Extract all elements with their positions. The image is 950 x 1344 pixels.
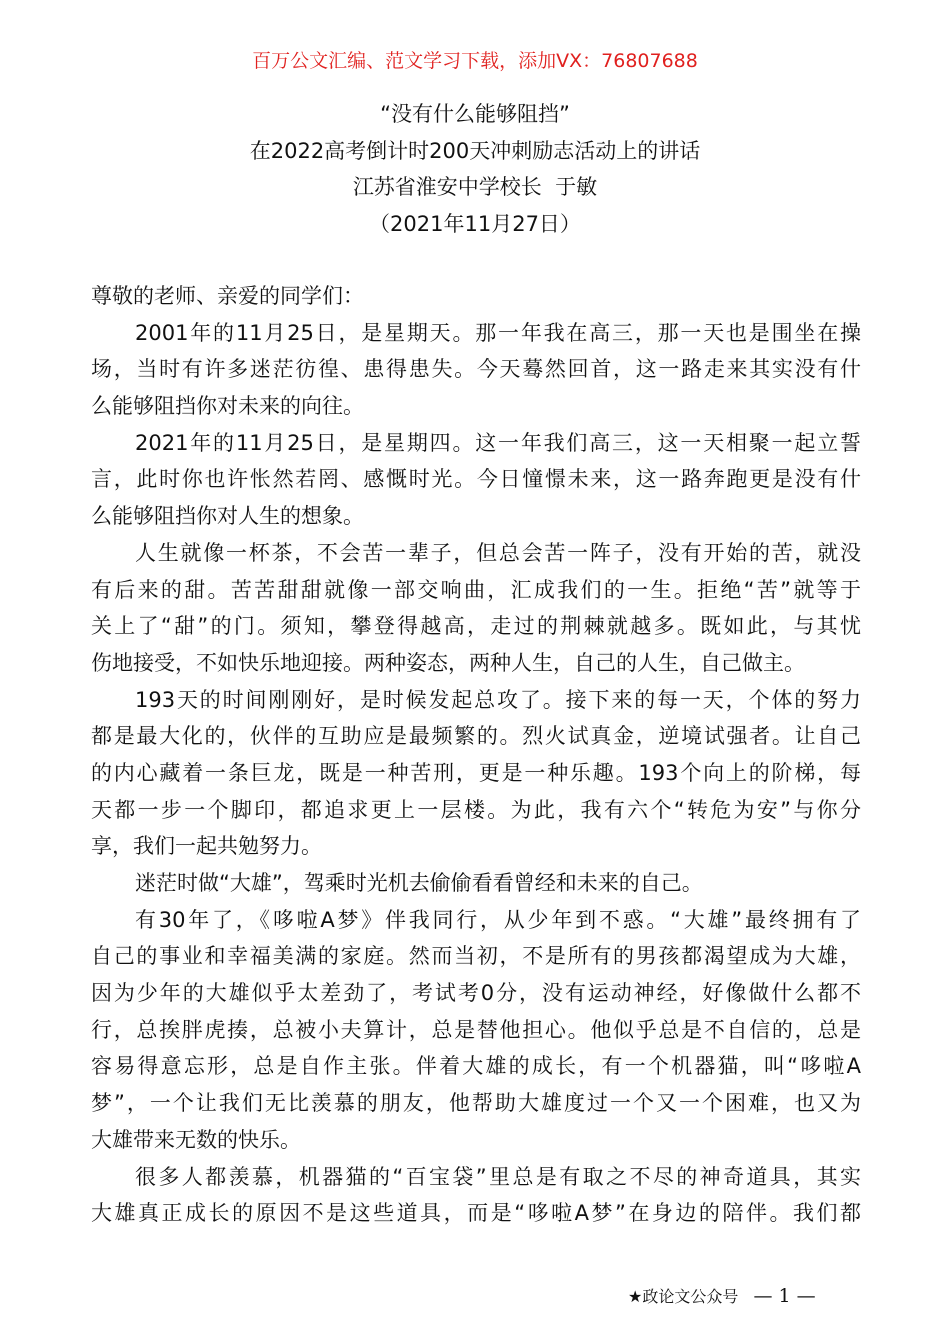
footer-source: ★政论文公众号 xyxy=(628,1287,739,1306)
speech-author: 江苏省淮安中学校长 于敏 xyxy=(352,175,598,199)
text-line: 的内心藏着一条巨龙，既是一种苦刑，更是一种乐趣。193个向上的阶梯，每 xyxy=(91,760,861,785)
text-line: 尊敬的老师、亲爱的同学们： xyxy=(91,284,364,308)
text-line: 很多人都羡慕，机器猫的“百宝袋”里总是有取之不尽的神奇道具，其实 xyxy=(135,1164,861,1189)
speech-subtitle: 在2022高考倒计时200天冲刺励志活动上的讲话 xyxy=(249,138,701,163)
text-line: 伤地接受，不如快乐地迎接。两种姿态，两种人生，自己的人生，自己做主。 xyxy=(91,650,805,675)
text-line: 都是最大化的，伙伴的互助应是最频繁的。烈火试真金，逆境试强者。让自己 xyxy=(91,724,861,749)
text-line: 自己的事业和幸福美满的家庭。然而当初，不是所有的男孩都渴望成为大雄， xyxy=(91,944,861,969)
text-line: 2021年的11月25日，是星期四。这一年我们高三，这一天相聚一起立誓 xyxy=(135,430,861,455)
text-line: 容易得意忘形，总是自作主张。伴着大雄的成长，有一个机器猫，叫“哆啦A xyxy=(91,1054,861,1079)
text-line: 梦”，一个让我们无比羡慕的朋友，他帮助大雄度过一个又一个困难，也又为 xyxy=(91,1091,861,1116)
text-line: 么能够阻挡你对未来的向往。 xyxy=(91,394,364,419)
text-line: 大雄带来无数的快乐。 xyxy=(91,1127,301,1152)
page-number: — 1 — xyxy=(753,1285,816,1307)
text-line: 迷茫时做“大雄”，驾乘时光机去偷偷看看曾经和未来的自己。 xyxy=(135,871,703,895)
text-line: 有后来的甜。苦苦甜甜就像一部交响曲，汇成我们的一生。拒绝“苦”就等于 xyxy=(91,577,861,602)
text-line: 因为少年的大雄似乎太差劲了，考试考0分，没有运动神经，好像做什么都不 xyxy=(91,981,861,1006)
text-line: 天都一步一个脚印，都追求更上一层楼。为此，我有六个“转危为安”与你分 xyxy=(91,797,861,822)
watermark-banner: 百万公文汇编、范文学习下载，添加VX：76807688 xyxy=(252,50,698,72)
document-body xyxy=(91,278,861,1232)
document-title-block xyxy=(0,96,950,242)
text-line: 么能够阻挡你对人生的想象。 xyxy=(91,504,364,529)
speech-title: “没有什么能够阻挡” xyxy=(380,102,570,126)
text-line: 大雄真正成长的原因不是这些道具，而是“哆啦A梦”在身边的陪伴。我们都 xyxy=(91,1201,861,1226)
text-line: 有30年了，《哆啦A梦》伴我同行，从少年到不惑。“大雄”最终拥有了 xyxy=(135,907,861,932)
text-line: 行，总挨胖虎揍，总被小夫算计，总是替他担心。他似乎总是不自信的，总是 xyxy=(91,1017,861,1042)
text-line: 193天的时间刚刚好，是时候发起总攻了。接下来的每一天，个体的努力 xyxy=(135,687,861,712)
text-line: 享，我们一起共勉努力。 xyxy=(91,834,322,859)
page-footer xyxy=(628,1284,816,1307)
text-line: 言，此时你也许怅然若罔、感慨时光。今日憧憬未来，这一路奔跑更是没有什 xyxy=(91,467,861,492)
speech-date: （2021年11月27日） xyxy=(369,211,581,236)
text-line: 人生就像一杯茶，不会苦一辈子，但总会苦一阵子，没有开始的苦，就没 xyxy=(135,540,861,565)
text-line: 关上了“甜”的门。须知，攀登得越高，走过的荆棘就越多。既如此，与其忧 xyxy=(91,614,861,639)
text-line: 场，当时有许多迷茫彷徨、患得患失。今天蓦然回首，这一路走来其实没有什 xyxy=(91,357,861,382)
text-line: 2001年的11月25日，是星期天。那一年我在高三，那一天也是围坐在操 xyxy=(135,320,861,345)
